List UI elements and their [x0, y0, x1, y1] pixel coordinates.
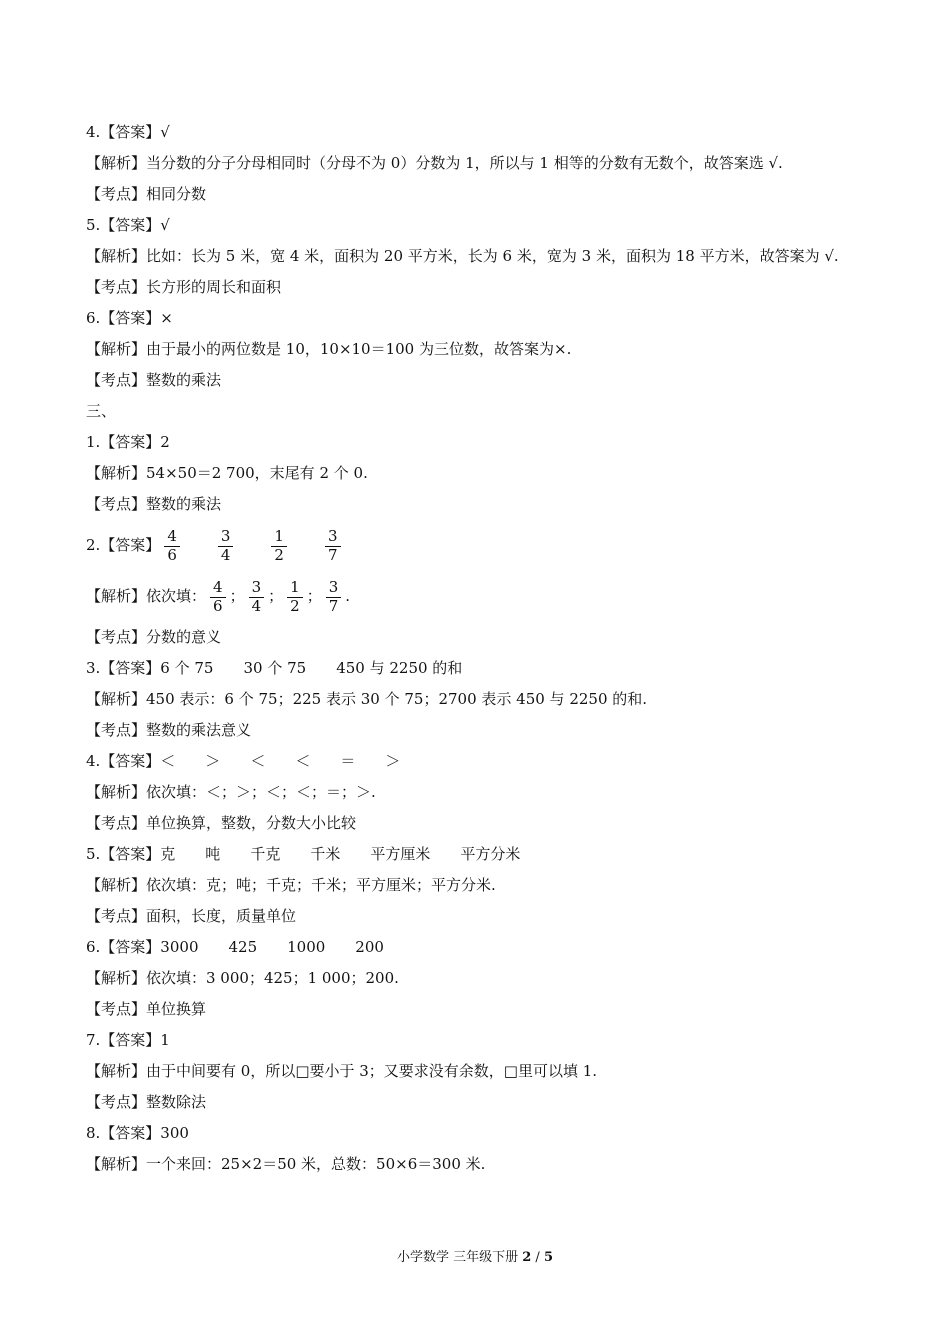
numerator: 1 [287, 579, 303, 597]
period: . [345, 587, 351, 605]
text-line: 【考点】分数的意义 [86, 628, 222, 646]
fraction [325, 528, 341, 564]
text-line: 【解析】依次填：3 000；425；1 000；200. [86, 969, 399, 987]
separator: ； [306, 587, 322, 605]
text-line: 5.【答案】√ [86, 216, 170, 234]
text-line: 【考点】单位换算 [86, 1000, 207, 1018]
text-line: 8.【答案】300 [86, 1124, 189, 1142]
fraction [326, 579, 342, 615]
text-line: 6.【答案】3000 425 1000 200 [86, 938, 384, 956]
text-line: 【考点】整数的乘法意义 [86, 721, 252, 739]
numerator: 1 [271, 528, 287, 546]
text-line: 【解析】依次填：＜；＞；＜；＜；＝；＞. [86, 783, 376, 801]
numerator: 4 [210, 579, 226, 597]
page-footer [0, 1246, 950, 1265]
text-line: 1.【答案】2 [86, 433, 170, 451]
numerator: 3 [218, 528, 234, 546]
footer-text: 小学数学 三年级下册 [396, 1250, 523, 1265]
text-line: 【解析】一个来回：25×2＝50 米，总数：50×6＝300 米. [86, 1155, 486, 1173]
text-line: 7.【答案】1 [86, 1031, 170, 1049]
numerator: 3 [326, 579, 342, 597]
denominator: 2 [290, 596, 300, 615]
denominator: 4 [220, 545, 231, 564]
text-line: 4.【答案】√ [86, 123, 170, 141]
fraction [249, 579, 265, 615]
text-line: 【解析】比如：长为 5 米，宽 4 米，面积为 20 平方米，长为 6 米，宽为 3 米，面积为 18 平方米，故答案为 √. [86, 247, 839, 265]
fraction [271, 528, 287, 564]
text-line: 3.【答案】6 个 75 30 个 75 450 与 2250 的和 [86, 659, 463, 677]
fraction [164, 528, 180, 564]
text-line: 【解析】54×50＝2 700，末尾有 2 个 0. [86, 464, 368, 482]
fraction-analysis-line [86, 571, 876, 622]
fraction-answer-line [86, 520, 876, 571]
numerator: 4 [164, 528, 180, 546]
text-line: 【解析】450 表示：6 个 75；225 表示 30 个 75；2700 表示 450 与 2250 的和. [86, 690, 648, 708]
section-heading: 三、 [86, 402, 117, 420]
text-line: 5.【答案】克 吨 千克 千米 平方厘米 平方分米 [86, 845, 521, 863]
page-separator: / [531, 1250, 544, 1265]
text-line: 4.【答案】＜ ＞ ＜ ＜ ＝ ＞ [86, 752, 401, 770]
text-line: 【考点】相同分数 [86, 185, 207, 203]
text-line: 【考点】长方形的周长和面积 [86, 278, 282, 296]
text-line: 6.【答案】× [86, 309, 173, 327]
denominator: 7 [328, 596, 339, 615]
fraction-analysis-prefix: 【解析】依次填： [86, 587, 207, 605]
numerator: 3 [249, 579, 265, 597]
text-line: 【解析】依次填：克；吨；千克；千米；平方厘米；平方分米. [86, 876, 496, 894]
current-page-number: 2 [522, 1250, 532, 1265]
text-line: 【考点】整数的乘法 [86, 371, 222, 389]
text-line: 【解析】由于中间要有 0，所以□要小于 3；又要求没有余数，□里可以填 1. [86, 1062, 598, 1080]
text-line: 【解析】由于最小的两位数是 10，10×10＝100 为三位数，故答案为×. [86, 340, 572, 358]
denominator: 6 [213, 596, 223, 615]
text-line: 【考点】整数除法 [86, 1093, 207, 1111]
text-line: 【解析】当分数的分子分母相同时（分母不为 0）分数为 1，所以与 1 相等的分数有无数个，故答案选 √. [86, 154, 783, 172]
denominator: 2 [274, 545, 284, 564]
text-line: 【考点】面积，长度，质量单位 [86, 907, 297, 925]
denominator: 4 [251, 596, 262, 615]
fraction [218, 528, 234, 564]
separator: ； [229, 587, 245, 605]
fraction-answer-prefix: 2.【答案】 [86, 536, 161, 554]
denominator: 6 [167, 545, 177, 564]
fraction [287, 579, 303, 615]
separator: ； [268, 587, 284, 605]
fraction [210, 579, 226, 615]
text-line: 【考点】单位换算，整数，分数大小比较 [86, 814, 357, 832]
answer-content [86, 117, 876, 1180]
text-line: 【考点】整数的乘法 [86, 495, 222, 513]
numerator: 3 [325, 528, 341, 546]
total-page-number: 5 [543, 1250, 553, 1265]
denominator: 7 [327, 545, 338, 564]
